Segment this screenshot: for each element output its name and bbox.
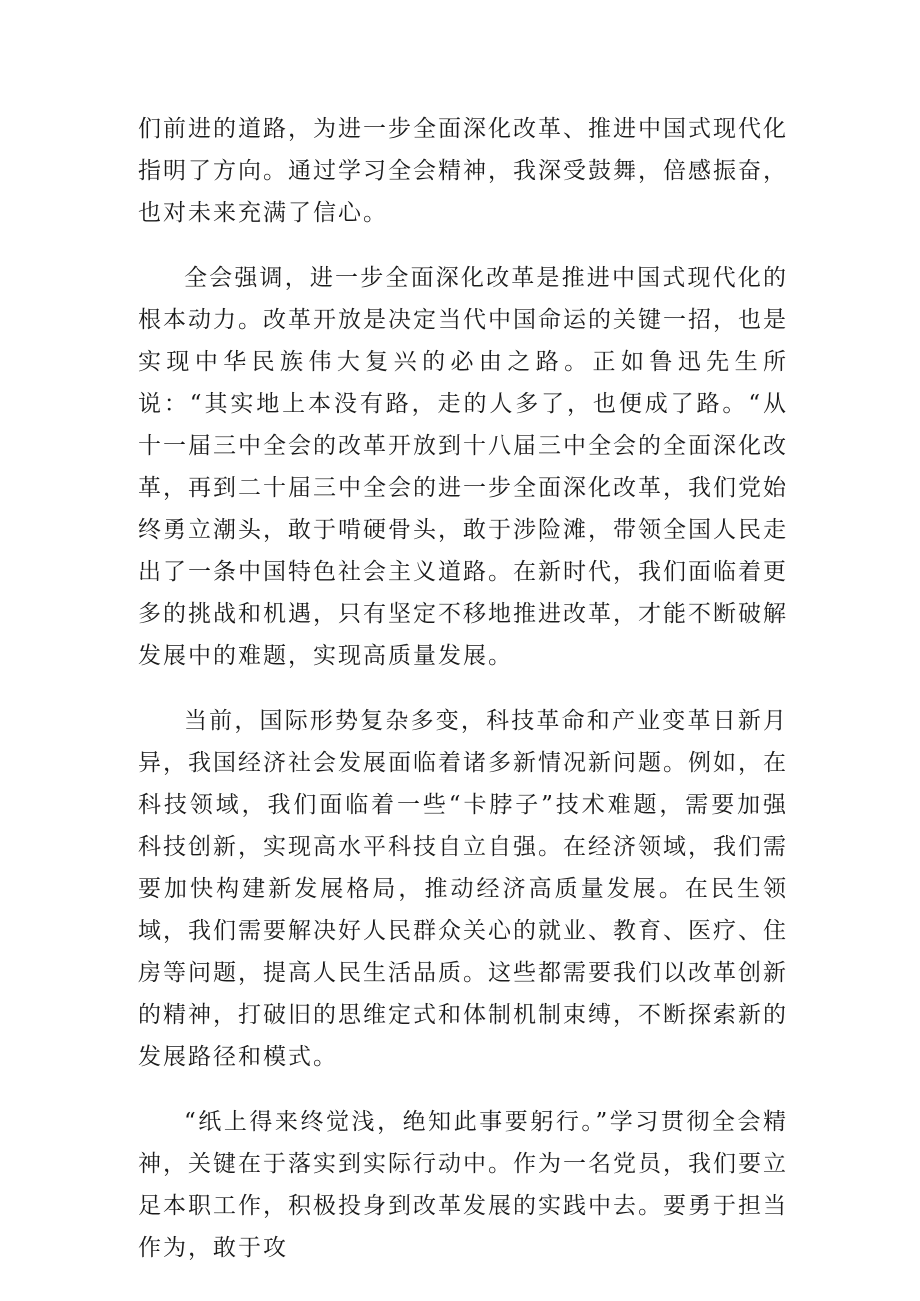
document-body: [138, 108, 788, 1292]
paragraph-4: “纸上得来终觉浅，绝知此事要躬行。”学习贯彻全会精神，关键在于落实到实际行动中。作为一名党员，我们要立足本职工作，积极投身到改革发展的实践中去。要勇于担当作为，敢于攻: [138, 1109, 788, 1261]
paragraph-2: 全会强调，进一步全面深化改革是推进中国式现代化的根本动力。改革开放是决定当代中国命运的关键一招，也是实现中华民族伟大复兴的必由之路。正如鲁迅先生所说：“其实地上本没有路，走的人多了，也便成了路。“从十一届三中全会的改革开放到十八届三中全会的全面深化改革，再到二十届三中全会的进一步全面深化改革，我们党始终勇立潮头，敢于啃硬骨头，敢于涉险滩，带领全国人民走出了一条中国特色社会主义道路。在新时代，我们面临着更多的挑战和机遇，只有坚定不移地推进改革，才能不断破解发展中的难题，实现高质量发展。: [138, 265, 788, 669]
paragraph-1: 们前进的道路，为进一步全面深化改革、推进中国式现代化指明了方向。通过学习全会精神，我深受鼓舞，倍感振奋，也对未来充满了信心。: [138, 116, 788, 226]
paragraph-3: 当前，国际形势复杂多变，科技革命和产业变革日新月异，我国经济社会发展面临着诸多新情况新问题。例如，在科技领域，我们面临着一些“卡脖子”技术难题，需要加强科技创新，实现高水平科技自立自强。在经济领域，我们需要加快构建新发展格局，推动经济高质量发展。在民生领域，我们需要解决好人民群众关心的就业、教育、医疗、住房等问题，提高人民生活品质。这些都需要我们以改革创新的精神，打破旧的思维定式和体制机制束缚，不断探索新的发展路径和模式。: [138, 708, 788, 1070]
